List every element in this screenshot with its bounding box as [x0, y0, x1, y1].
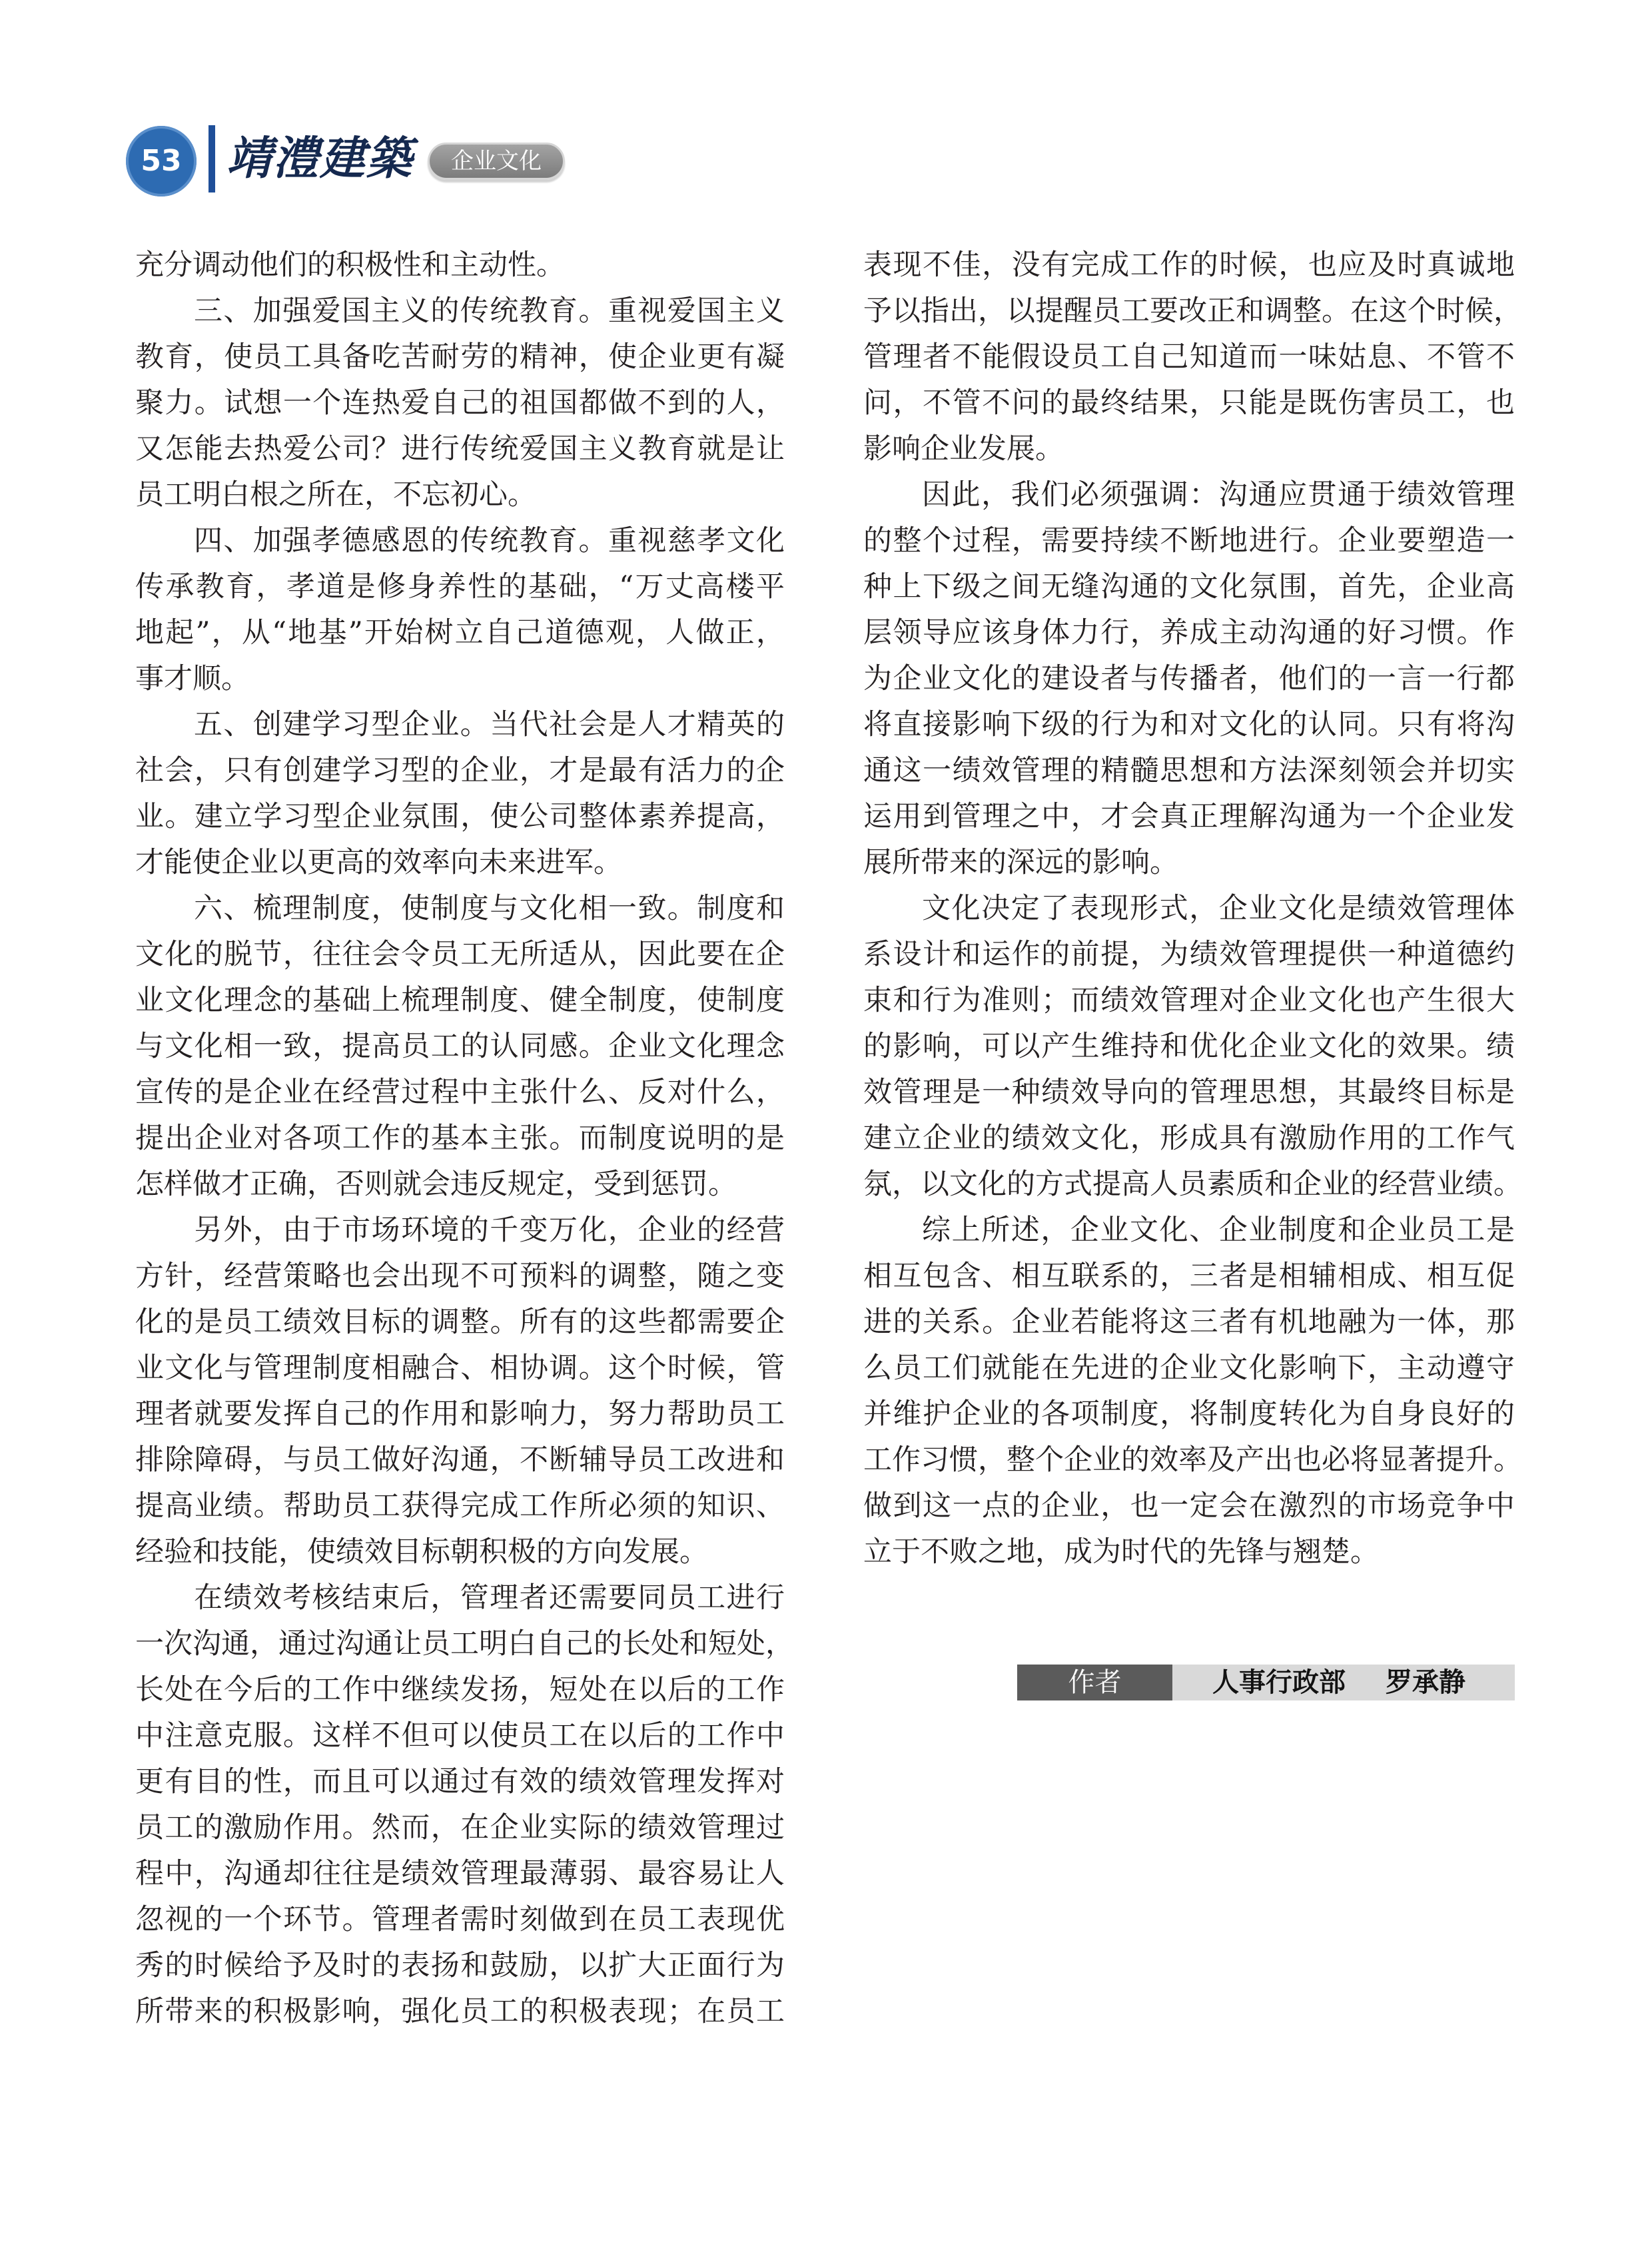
text-line: 怎样做才正确，否则就会违反规定，受到惩罚。: [135, 1168, 737, 1201]
text-line: 又怎能去热爱公司？进行传统爱国主义教育就是让: [135, 432, 785, 466]
header-divider-bar: [208, 125, 215, 192]
text-line: 业文化与管理制度相融合、相协调。这个时候，管: [135, 1351, 785, 1385]
text-line: 充分调动他们的积极性和主动性。: [135, 248, 565, 282]
text-line: 另外，由于市场环境的千变万化，企业的经营: [194, 1214, 785, 1247]
text-line: 排除障碍，与员工做好沟通，不断辅导员工改进和: [135, 1443, 785, 1477]
paragraph: [863, 886, 1522, 1208]
author-department: 人事行政部: [1212, 1667, 1346, 1698]
text-line: 建立企业的绩效文化，形成具有激励作用的工作气: [863, 1122, 1515, 1155]
text-line: 么员工们就能在先进的企业文化影响下，主动遵守: [863, 1351, 1515, 1385]
text-line: 将直接影响下级的行为和对文化的认同。只有将沟: [863, 708, 1515, 741]
text-line: 相互包含、相互联系的，三者是相辅相成、相互促: [863, 1260, 1515, 1293]
text-line: 工作习惯，整个企业的效率及产出也必将显著提升。: [863, 1443, 1522, 1477]
text-line: 立于不败之地，成为时代的先锋与翘楚。: [863, 1535, 1379, 1569]
text-line: 文化决定了表现形式，企业文化是绩效管理体: [922, 892, 1515, 925]
text-line: 地起”，从“地基”开始树立自己道德观，人做正，: [135, 616, 785, 649]
section-label-pill: 企业文化: [428, 143, 565, 180]
text-line: 问，不管不问的最终结果，只能是既伤害员工，也: [863, 386, 1515, 420]
text-line: 教育，使员工具备吃苦耐劳的精神，使企业更有凝: [135, 340, 785, 374]
text-line: 传承教育，孝道是修身养性的基础，“万丈高楼平: [135, 570, 785, 603]
text-line: 进的关系。企业若能将这三者有机地融为一体，那: [863, 1306, 1515, 1339]
text-line: 长处在今后的工作中继续发扬，短处在以后的工作: [135, 1673, 785, 1706]
text-line: 中注意克服。这样不但可以使员工在以后的工作中: [135, 1719, 785, 1752]
magazine-title-logo: 靖澧建築: [226, 132, 414, 185]
text-line: 通这一绩效管理的精髓思想和方法深刻领会并切实: [863, 754, 1515, 787]
text-line: 四、加强孝德感恩的传统教育。重视慈孝文化: [194, 524, 785, 558]
text-line: 聚力。试想一个连热爱自己的祖国都做不到的人，: [135, 386, 785, 420]
text-line: 管理者不能假设员工自己知道而一味姑息、不管不: [863, 340, 1515, 374]
text-line: 为企业文化的建设者与传播者，他们的一言一行都: [863, 662, 1515, 695]
text-line: 并维护企业的各项制度，将制度转化为自身良好的: [863, 1397, 1515, 1431]
text-line: 综上所述，企业文化、企业制度和企业员工是: [922, 1214, 1515, 1247]
text-line: 忽视的一个环节。管理者需时刻做到在员工表现优: [135, 1903, 785, 1936]
text-line: 影响企业发展。: [863, 432, 1064, 466]
paragraph: [135, 518, 785, 702]
text-line: 更有目的性，而且可以通过有效的绩效管理发挥对: [135, 1765, 785, 1798]
text-line: 予以指出，以提醒员工要改正和调整。在这个时候，: [863, 294, 1522, 328]
text-line: 束和行为准则；而绩效管理对企业文化也产生很大: [863, 984, 1515, 1017]
text-line: 一次沟通，通过沟通让员工明白自己的长处和短处，: [135, 1627, 794, 1661]
right-text-column: [863, 242, 1522, 1575]
text-line: 员工明白根之所在，不忘初心。: [135, 478, 536, 512]
text-line: 才能使企业以更高的效率向未来进军。: [135, 846, 622, 879]
left-text-column: [135, 242, 794, 2035]
text-line: 业。建立学习型企业氛围，使公司整体素养提高，: [135, 800, 785, 833]
paragraph: [863, 242, 1522, 472]
text-line: 提出企业对各项工作的基本主张。而制度说明的是: [135, 1122, 785, 1155]
text-line: 因此，我们必须强调：沟通应贯通于绩效管理: [922, 478, 1515, 512]
text-line: 展所带来的深远的影响。: [863, 846, 1178, 879]
paragraph: [135, 288, 785, 518]
text-line: 六、梳理制度，使制度与文化相一致。制度和: [194, 892, 785, 925]
paragraph: [135, 1575, 794, 2035]
text-line: 提高业绩。帮助员工获得完成工作所必须的知识、: [135, 1489, 785, 1523]
text-line: 员工的激励作用。然而，在企业实际的绩效管理过: [135, 1811, 785, 1844]
paragraph: [135, 1208, 785, 1575]
text-line: 社会，只有创建学习型的企业，才是最有活力的企: [135, 754, 785, 787]
text-line: 的影响，可以产生维持和优化企业文化的效果。绩: [863, 1030, 1515, 1063]
text-line: 业文化理念的基础上梳理制度、健全制度，使制度: [135, 984, 785, 1017]
text-line: 所带来的积极影响，强化员工的积极表现；在员工: [135, 1995, 785, 2028]
text-line: 化的是员工绩效目标的调整。所有的这些都需要企: [135, 1306, 785, 1339]
byline-label: 作者: [1017, 1665, 1172, 1700]
text-line: 运用到管理之中，才会真正理解沟通为一个企业发: [863, 800, 1515, 833]
paragraph: [863, 1208, 1522, 1575]
text-line: 系设计和运作的前提，为绩效管理提供一种道德约: [863, 938, 1515, 971]
text-line: 经验和技能，使绩效目标朝积极的方向发展。: [135, 1535, 708, 1569]
author-byline: [1017, 1665, 1515, 1700]
page-number-badge: 53: [126, 126, 197, 196]
author-name: 罗承静: [1386, 1667, 1465, 1698]
text-line: 宣传的是企业在经营过程中主张什么、反对什么，: [135, 1076, 785, 1109]
paragraph: [135, 702, 785, 886]
text-line: 方针，经营策略也会出现不可预料的调整，随之变: [135, 1260, 785, 1293]
text-line: 三、加强爱国主义的传统教育。重视爱国主义: [194, 294, 785, 328]
text-line: 种上下级之间无缝沟通的文化氛围，首先，企业高: [863, 570, 1515, 603]
text-line: 事才顺。: [135, 662, 250, 695]
text-line: 秀的时候给予及时的表扬和鼓励，以扩大正面行为: [135, 1949, 785, 1982]
paragraph: [135, 242, 785, 288]
text-line: 层领导应该身体力行，养成主动沟通的好习惯。作: [863, 616, 1515, 649]
text-line: 做到这一点的企业，也一定会在激烈的市场竞争中: [863, 1489, 1515, 1523]
text-line: 与文化相一致，提高员工的认同感。企业文化理念: [135, 1030, 785, 1063]
text-line: 在绩效考核结束后，管理者还需要同员工进行: [194, 1581, 785, 1615]
text-line: 效管理是一种绩效导向的管理思想，其最终目标是: [863, 1076, 1515, 1109]
paragraph: [135, 886, 785, 1208]
text-line: 的整个过程，需要持续不断地进行。企业要塑造一: [863, 524, 1515, 558]
text-line: 程中，沟通却往往是绩效管理最薄弱、最容易让人: [135, 1857, 785, 1890]
text-line: 理者就要发挥自己的作用和影响力，努力帮助员工: [135, 1397, 785, 1431]
text-line: 五、创建学习型企业。当代社会是人才精英的: [194, 708, 785, 741]
text-line: 氛，以文化的方式提高人员素质和企业的经营业绩。: [863, 1168, 1522, 1201]
text-line: 文化的脱节，往往会令员工无所适从，因此要在企: [135, 938, 785, 971]
paragraph: [863, 472, 1515, 886]
text-line: 表现不佳，没有完成工作的时候，也应及时真诚地: [863, 248, 1515, 282]
